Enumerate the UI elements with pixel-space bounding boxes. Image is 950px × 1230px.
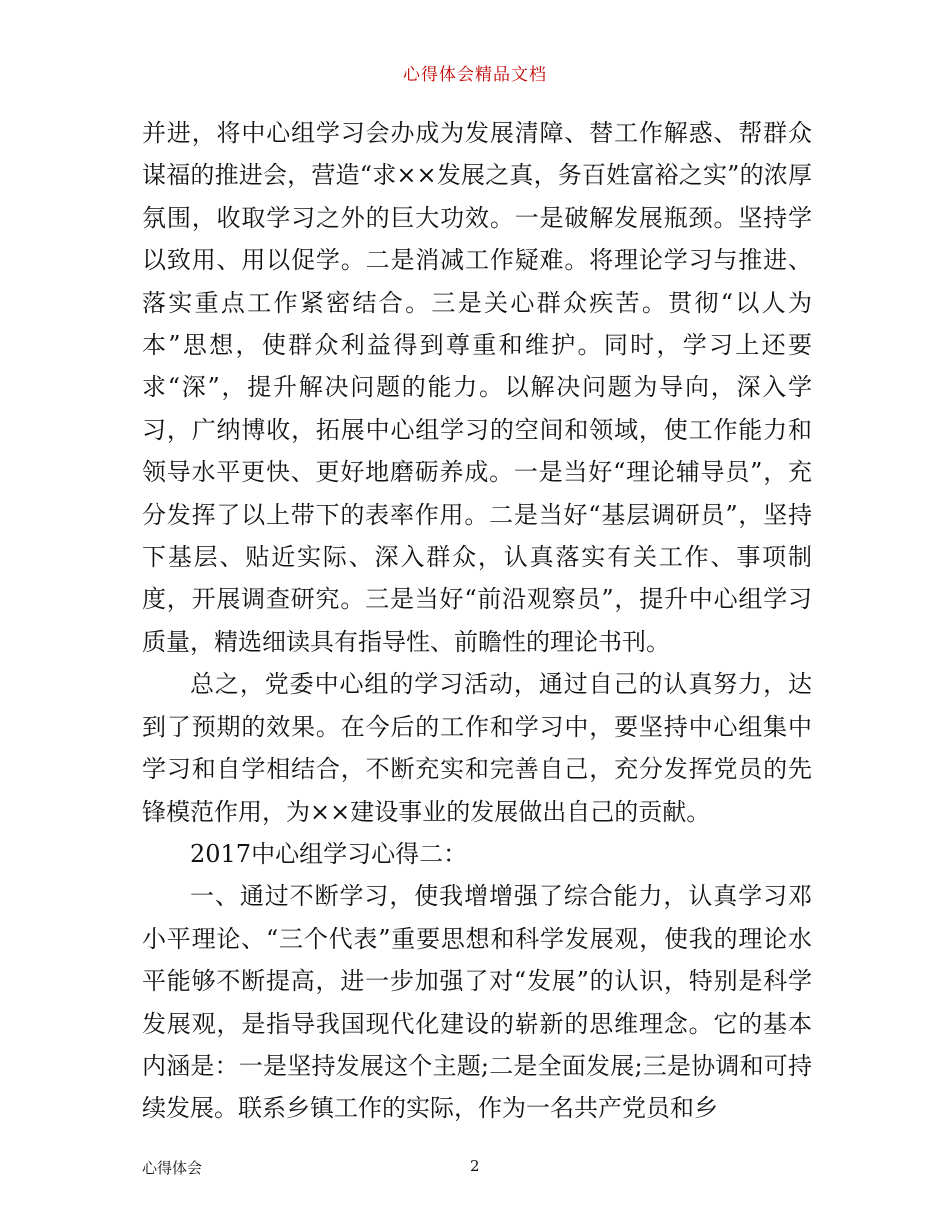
paragraph-2: 总之，党委中心组的学习活动，通过自己的认真努力，达到了预期的效果。在今后的工作和学习中，要坚持中心组集中学习和自学相结合，不断充实和完善自己，充分发挥党员的先锋模范作用，为××建设事业的发展做出自己的贡献。 <box>142 670 812 826</box>
paragraph-1: 并进，将中心组学习会办成为发展清障、替工作解惑、帮群众谋福的推进会，营造“求××发展之真，务百姓富裕之实”的浓厚氛围，收取学习之外的巨大功效。一是破解发展瓶颈。坚持学以致用、用以促学。二是消减工作疑难。将理论学习与推进、落实重点工作紧密结合。三是关心群众疾苦。贯彻“以人为本”思想，使群众利益得到尊重和维护。同时，学习上还要求“深”，提升解决问题的能力。以解决问题为导向，深入学习，广纳博收，拓展中心组学习的空间和领域，使工作能力和领导水平更快、更好地磨砺养成。一是当好“理论辅导员”，充分发挥了以上带下的表率作用。二是当好“基层调研员”，坚持下基层、贴近实际、深入群众，认真落实有关工作、事项制度，开展调查研究。三是当好“前沿观察员”，提升中心组学习质量，精选细读具有指导性、前瞻性的理论书刊。 <box>142 119 812 656</box>
section-heading: 2017中心组学习心得二： <box>190 839 468 868</box>
footer-label: 心得体会 <box>142 1159 203 1177</box>
page-number: 2 <box>470 1157 480 1175</box>
paragraph-3: 一、通过不断学习，使我增增强了综合能力，认真学习邓小平理论、“三个代表”重要思想和科学发展观，使我的理论水平能够不断提高，进一步加强了对“发展”的认识，特别是科学发展观，是指导我国现代化建设的崭新的思维理念。它的基本内涵是：一是坚持发展这个主题;二是全面发展;三是协调和可持续发展。联系乡镇工作的实际，作为一名共产党员和乡 <box>142 882 812 1123</box>
page-header-title: 心得体会精品文档 <box>403 65 547 85</box>
document-body <box>142 112 812 1130</box>
